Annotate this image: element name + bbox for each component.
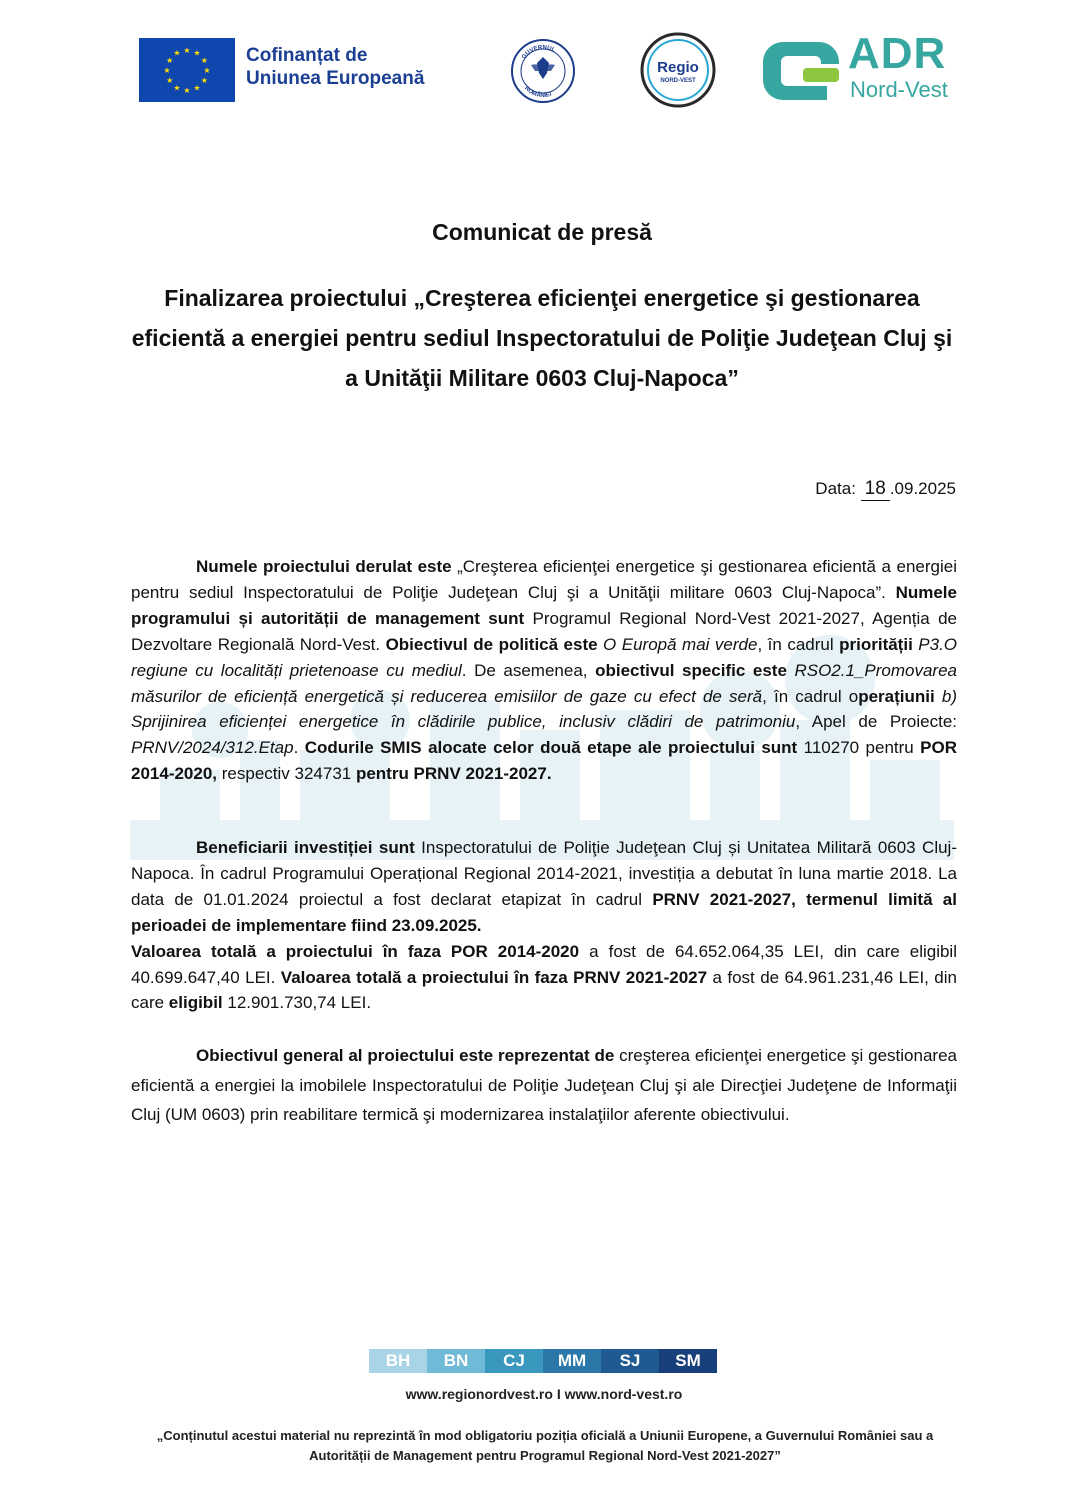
county-code-cj: CJ [485,1349,543,1373]
county-code-sj: SJ [601,1349,659,1373]
footer-websites: www.regionordvest.ro I www.nord-vest.ro [405,1386,683,1402]
footer-disclaimer: „Conținutul acestui material nu reprezintă în mod obligatoriu poziția oficială a Uniunii Europene, a Guvernului României sau a Autorității de Management pentru Programul Regional Nord-Vest 2021-2027” [156,1428,934,1463]
svg-text:ROMÂNIEI: ROMÂNIEI [523,85,553,100]
eu-star-icon: ★ [173,48,181,58]
eu-star-icon: ★ [173,83,181,93]
eu-star-icon: ★ [183,86,191,95]
government-seal-icon [511,39,575,103]
eu-flag-icon [139,38,235,102]
eu-star-icon: ★ [166,76,174,85]
county-code-mm: MM [543,1349,601,1373]
document-title: Finalizarea proiectului „Creşterea eficienţei energetice şi gestionarea eficientă a energiei pentru sediul Inspectoratului de Poliţie Judeţean Cluj şi a Unităţii Militare 0603 Cluj-Napoca” [131,285,953,391]
county-codes-bar [369,1349,717,1373]
county-code-bn: BN [427,1349,485,1373]
eu-star-icon: ★ [193,48,201,58]
svg-text:Regio: Regio [657,59,699,76]
county-code-sm: SM [659,1349,717,1373]
eu-star-icon: ★ [200,76,208,85]
document-type-heading: Comunicat de presă [432,219,652,245]
eu-star-icon: ★ [183,46,191,55]
svg-text:GUVERNUL: GUVERNUL [521,44,557,61]
eu-star-icon: ★ [166,56,174,65]
regio-logo-icon [640,32,716,108]
project-info-paragraph: Numele proiectului derulat este „Creşterea eficienţei energetice şi gestionarea eficientă a energiei pentru sediul Inspectoratului de Poliţie Judeţean Cluj şi a Unităţii militare 0603 Cluj-Napoca”. Numele programului și autorității de management sunt Programul Regional Nord-Vest 2021-2027, Agenția de Dezvoltare Regională Nord-Vest. Obiectivul de politică este O Europă mai verde, în cadrul priorității P3.O regiune cu localități prietenoase cu mediul. De asemenea, obiectivul specific este RSO2.1_Promovarea măsurilor de eficiență energetică și reducerea emisiilor de gaze cu efect de seră, în cadrul operațiunii b) Sprijinirea eficienței energetice în clădirile publice, inclusiv clădiri de patrimoniu, Apel de Proiecte: PRNV/2024/312.Etap. Codurile SMIS alocate celor două etape ale proiectului sunt 110270 pentru POR 2014-2020, respectiv 324731 pentru PRNV 2021-2027. [131,557,958,784]
svg-text:NORD-VEST: NORD-VEST [660,78,696,84]
general-objective-paragraph: Obiectivul general al proiectului este reprezentat de creşterea eficienţei energetice şi gestionarea eficientă a energiei la imobilele Inspectoratului de Poliţie Judeţean Cluj şi ale Direcţiei Judeţene de Informaţii Cluj (UM 0603) prin reabilitare termică şi modernizarea instalaţiilor aferente obiectivului. [131,1046,957,1124]
eu-cofinancing-label: Cofinanțat de Uniunea Europeană [246,45,425,89]
date-day: 18 [861,478,890,501]
beneficiaries-paragraph: Beneficiarii investiției sunt Inspectoratului de Poliţie Judeţean Cluj și Unitatea Militară 0603 Cluj-Napoca. În cadrul Programului Operațional Regional 2014-2021, investiția a debutat în luna martie 2018. La data de 01.01.2024 proiectul a fost declarat etapizat în cadrul PRNV 2021-2027, termenul limită al perioadei de implementare fiind 23.09.2025. Valoarea totală a proiectului în faza POR 2014-2020 a fost de 64.652.064,35 LEI, din care eligibil 40.699.647,40 LEI. Valoarea totală a proiectului în faza PRNV 2021-2027 a fost de 64.961.231,46 LEI, din care eligibil 12.901.730,74 LEI. [131,838,957,1013]
logo-header [0,0,1084,120]
eu-star-icon: ★ [203,66,211,75]
county-code-bh: BH [369,1349,427,1373]
eu-star-icon: ★ [193,83,201,93]
adr-nord-vest-wordmark: ADR Nord-Vest [848,29,948,102]
adr-logo-icon [763,38,843,102]
eu-star-icon: ★ [200,56,208,65]
date-line: Data: 18 .09.2025 [815,478,956,499]
eu-star-icon: ★ [163,66,171,75]
